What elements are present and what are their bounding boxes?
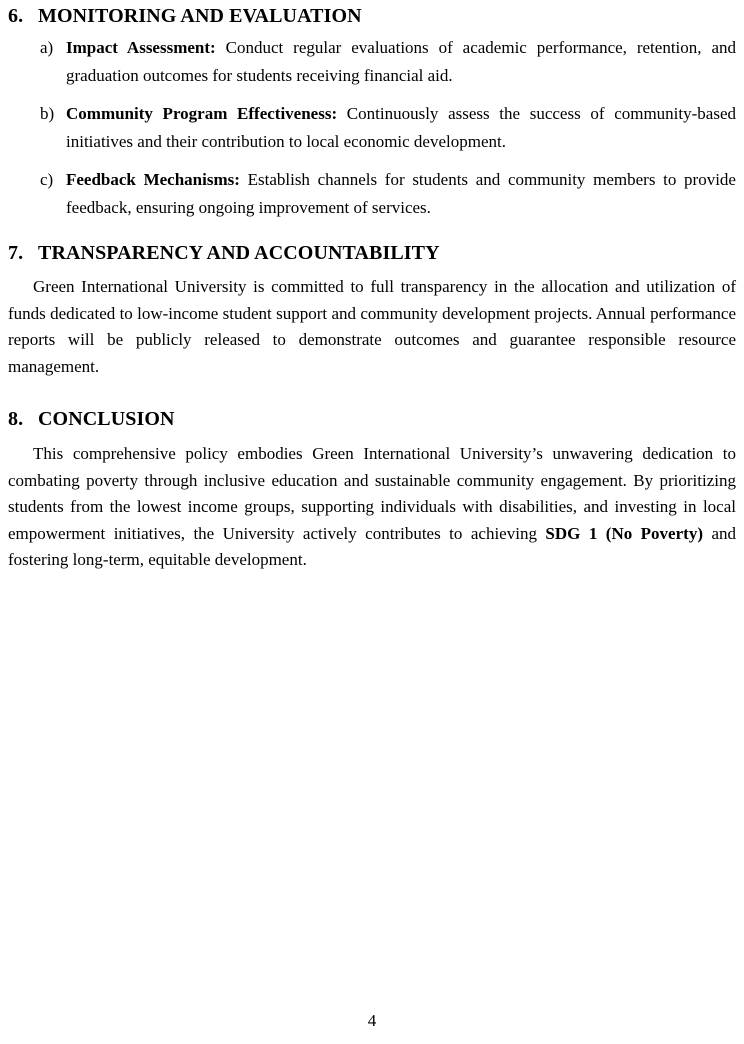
page-number: 4 bbox=[367, 1011, 377, 1030]
list-item-body: Establish channels for students and community members to provide feedback, ensuring ongoing improvement of services. bbox=[66, 170, 736, 217]
transparency-paragraph: Green International University is committed to full transparency in the allocation and utilization of funds dedicated to low-income student support and community development projects. Annual performance reports will be publicly released to demonstrate outcomes and guarantee responsible resource management. bbox=[8, 277, 736, 376]
section-title: MONITORING AND EVALUATION bbox=[38, 5, 362, 27]
section-title: TRANSPARENCY AND ACCOUNTABILITY bbox=[38, 242, 440, 264]
list-item-body: Continuously assess the success of community-based initiatives and their contribution to local economic development. bbox=[66, 104, 736, 151]
list-item-text bbox=[66, 34, 736, 90]
section-heading-transparency bbox=[8, 240, 736, 266]
list-item-lead: Feedback Mechanisms: bbox=[66, 170, 240, 189]
list-item-lead: Community Program Effectiveness: bbox=[66, 104, 338, 123]
list-item-impact-assessment bbox=[40, 34, 736, 90]
section-title: CONCLUSION bbox=[38, 408, 175, 430]
section-heading-conclusion bbox=[8, 406, 736, 432]
list-item-community-program bbox=[40, 100, 736, 156]
list-item-body: Conduct regular evaluations of academic performance, retention, and graduation outcomes for students receiving financial aid. bbox=[66, 38, 736, 85]
list-marker: a) bbox=[40, 38, 54, 57]
sdg-bold-text: SDG 1 (No Poverty) bbox=[545, 523, 703, 543]
conclusion-text-end: and fostering long-term, equitable development. bbox=[8, 523, 736, 569]
list-marker: b) bbox=[40, 104, 55, 123]
section-number: 7. bbox=[8, 242, 24, 264]
section-number: 6. bbox=[8, 5, 24, 27]
conclusion-paragraph bbox=[8, 441, 736, 574]
list-item-feedback-mechanisms bbox=[40, 166, 736, 222]
section-heading-monitoring bbox=[8, 3, 736, 29]
list-item-text bbox=[66, 100, 736, 156]
list-item-text bbox=[66, 166, 736, 222]
list-marker: c) bbox=[40, 170, 54, 189]
section-number: 8. bbox=[8, 408, 24, 430]
conclusion-text-start: This comprehensive policy embodies Green International University’s unwavering dedication to combating poverty through inclusive education and sustainable community engagement. By prioritizing students from the lowest income groups, supporting individuals with disabilities, and investing in local empowerment initiatives, the University actively contributes to achieving bbox=[8, 444, 736, 543]
list-item-lead: Impact Assessment: bbox=[66, 38, 216, 57]
